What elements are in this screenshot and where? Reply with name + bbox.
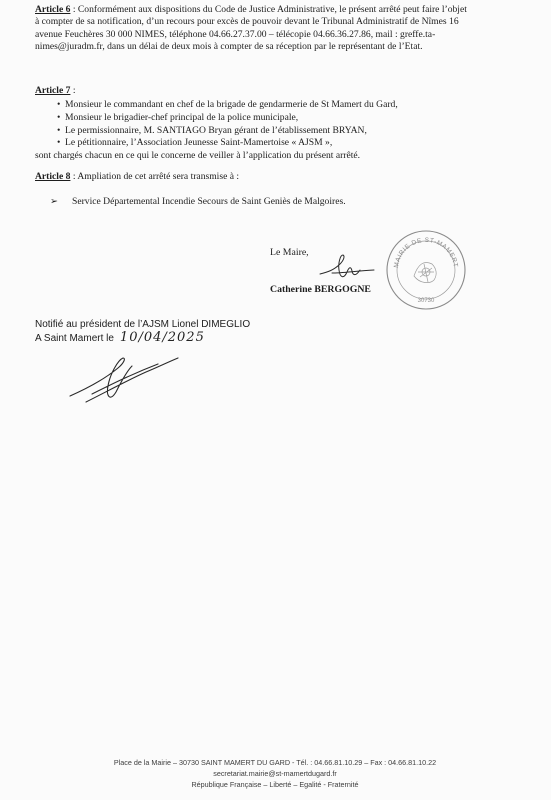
article-6-title: Article 6 <box>35 4 71 15</box>
signature-name: Catherine BERGOGNE <box>270 284 371 295</box>
footer-email: secretariat.mairie@st-mamertdugard.fr <box>213 769 337 778</box>
article-6-line-1: : Conformément aux dispositions du Code de Justice Administrative, le présent arrêté peut faire l’objet <box>70 4 467 15</box>
footer-motto: République Française – Liberté – Egalité - Fraternité <box>191 780 359 789</box>
article-7-title-suffix: : <box>70 85 76 96</box>
article-6-line-4: nimes@juradm.fr, dans un délai de deux mois à compter de sa réception par le représentant de l’Etat. <box>35 41 423 53</box>
article-6-line-2: à compter de sa notification, d’un recours pour excès de pouvoir devant le Tribunal Administratif de Nîmes 16 <box>35 16 459 28</box>
article-7-closing: sont chargés chacun en ce qui le concerne de veiller à l’application du présent arrêté. <box>35 149 361 161</box>
president-signature-icon <box>66 352 184 408</box>
recipient-text: Service Départemental Incendie Secours de Saint Geniès de Malgoires. <box>72 196 346 207</box>
notification-line-1: Notifié au président de l’AJSM Lionel DIMEGLIO <box>35 319 251 330</box>
stamp-code: 30730 <box>417 298 435 304</box>
list-item: • Monsieur le commandant en chef de la brigade de gendarmerie de St Mamert du Gard, <box>35 99 515 112</box>
article-6-line-3: avenue Feuchères 30 000 NIMES, téléphone 04.66.27.37.00 – télécopie 04.66.36.27.86, mail : greffe.ta- <box>35 28 436 40</box>
article-8-text: : Ampliation de cet arrêté sera transmise à : <box>70 171 240 182</box>
notification-block <box>35 319 355 345</box>
handwritten-date: 10/04/2025 <box>119 329 205 345</box>
article-8-title: Article 8 <box>35 171 71 182</box>
list-item: • Le pétitionnaire, l’Association Jeunesse Saint-Mamertoise « AJSM », <box>35 137 515 150</box>
mairie-stamp-icon <box>381 223 468 312</box>
svg-text:MAIRIE DE ST-MAMERT DU GARD <box>381 223 459 270</box>
list-item: • Le permissionnaire, M. SANTIAGO Bryan gérant de l’établissement BRYAN, <box>35 125 515 138</box>
article-7-list <box>35 99 515 149</box>
article-8-recipient <box>50 196 470 208</box>
stamp-text: MAIRIE DE ST-MAMERT DU GARD <box>381 223 460 271</box>
arrow-bullet-icon: ➢ <box>50 196 59 207</box>
footer-address: Place de la Mairie – 30730 SAINT MAMERT DU GARD - Tél. : 04.66.81.10.29 – Fax : 04.66.81.10.22 <box>113 758 437 767</box>
mayor-signature-icon <box>318 252 378 286</box>
signature-role: Le Maire, <box>270 247 309 258</box>
article-6 <box>35 4 521 54</box>
article-8 <box>35 171 515 183</box>
notification-line-2: A Saint Mamert le <box>35 332 114 344</box>
list-item: • Monsieur le brigadier-chef principal de la police municipale, <box>35 112 515 125</box>
page-footer <box>40 757 510 790</box>
article-7 <box>35 85 515 162</box>
article-7-title: Article 7 <box>35 85 71 96</box>
